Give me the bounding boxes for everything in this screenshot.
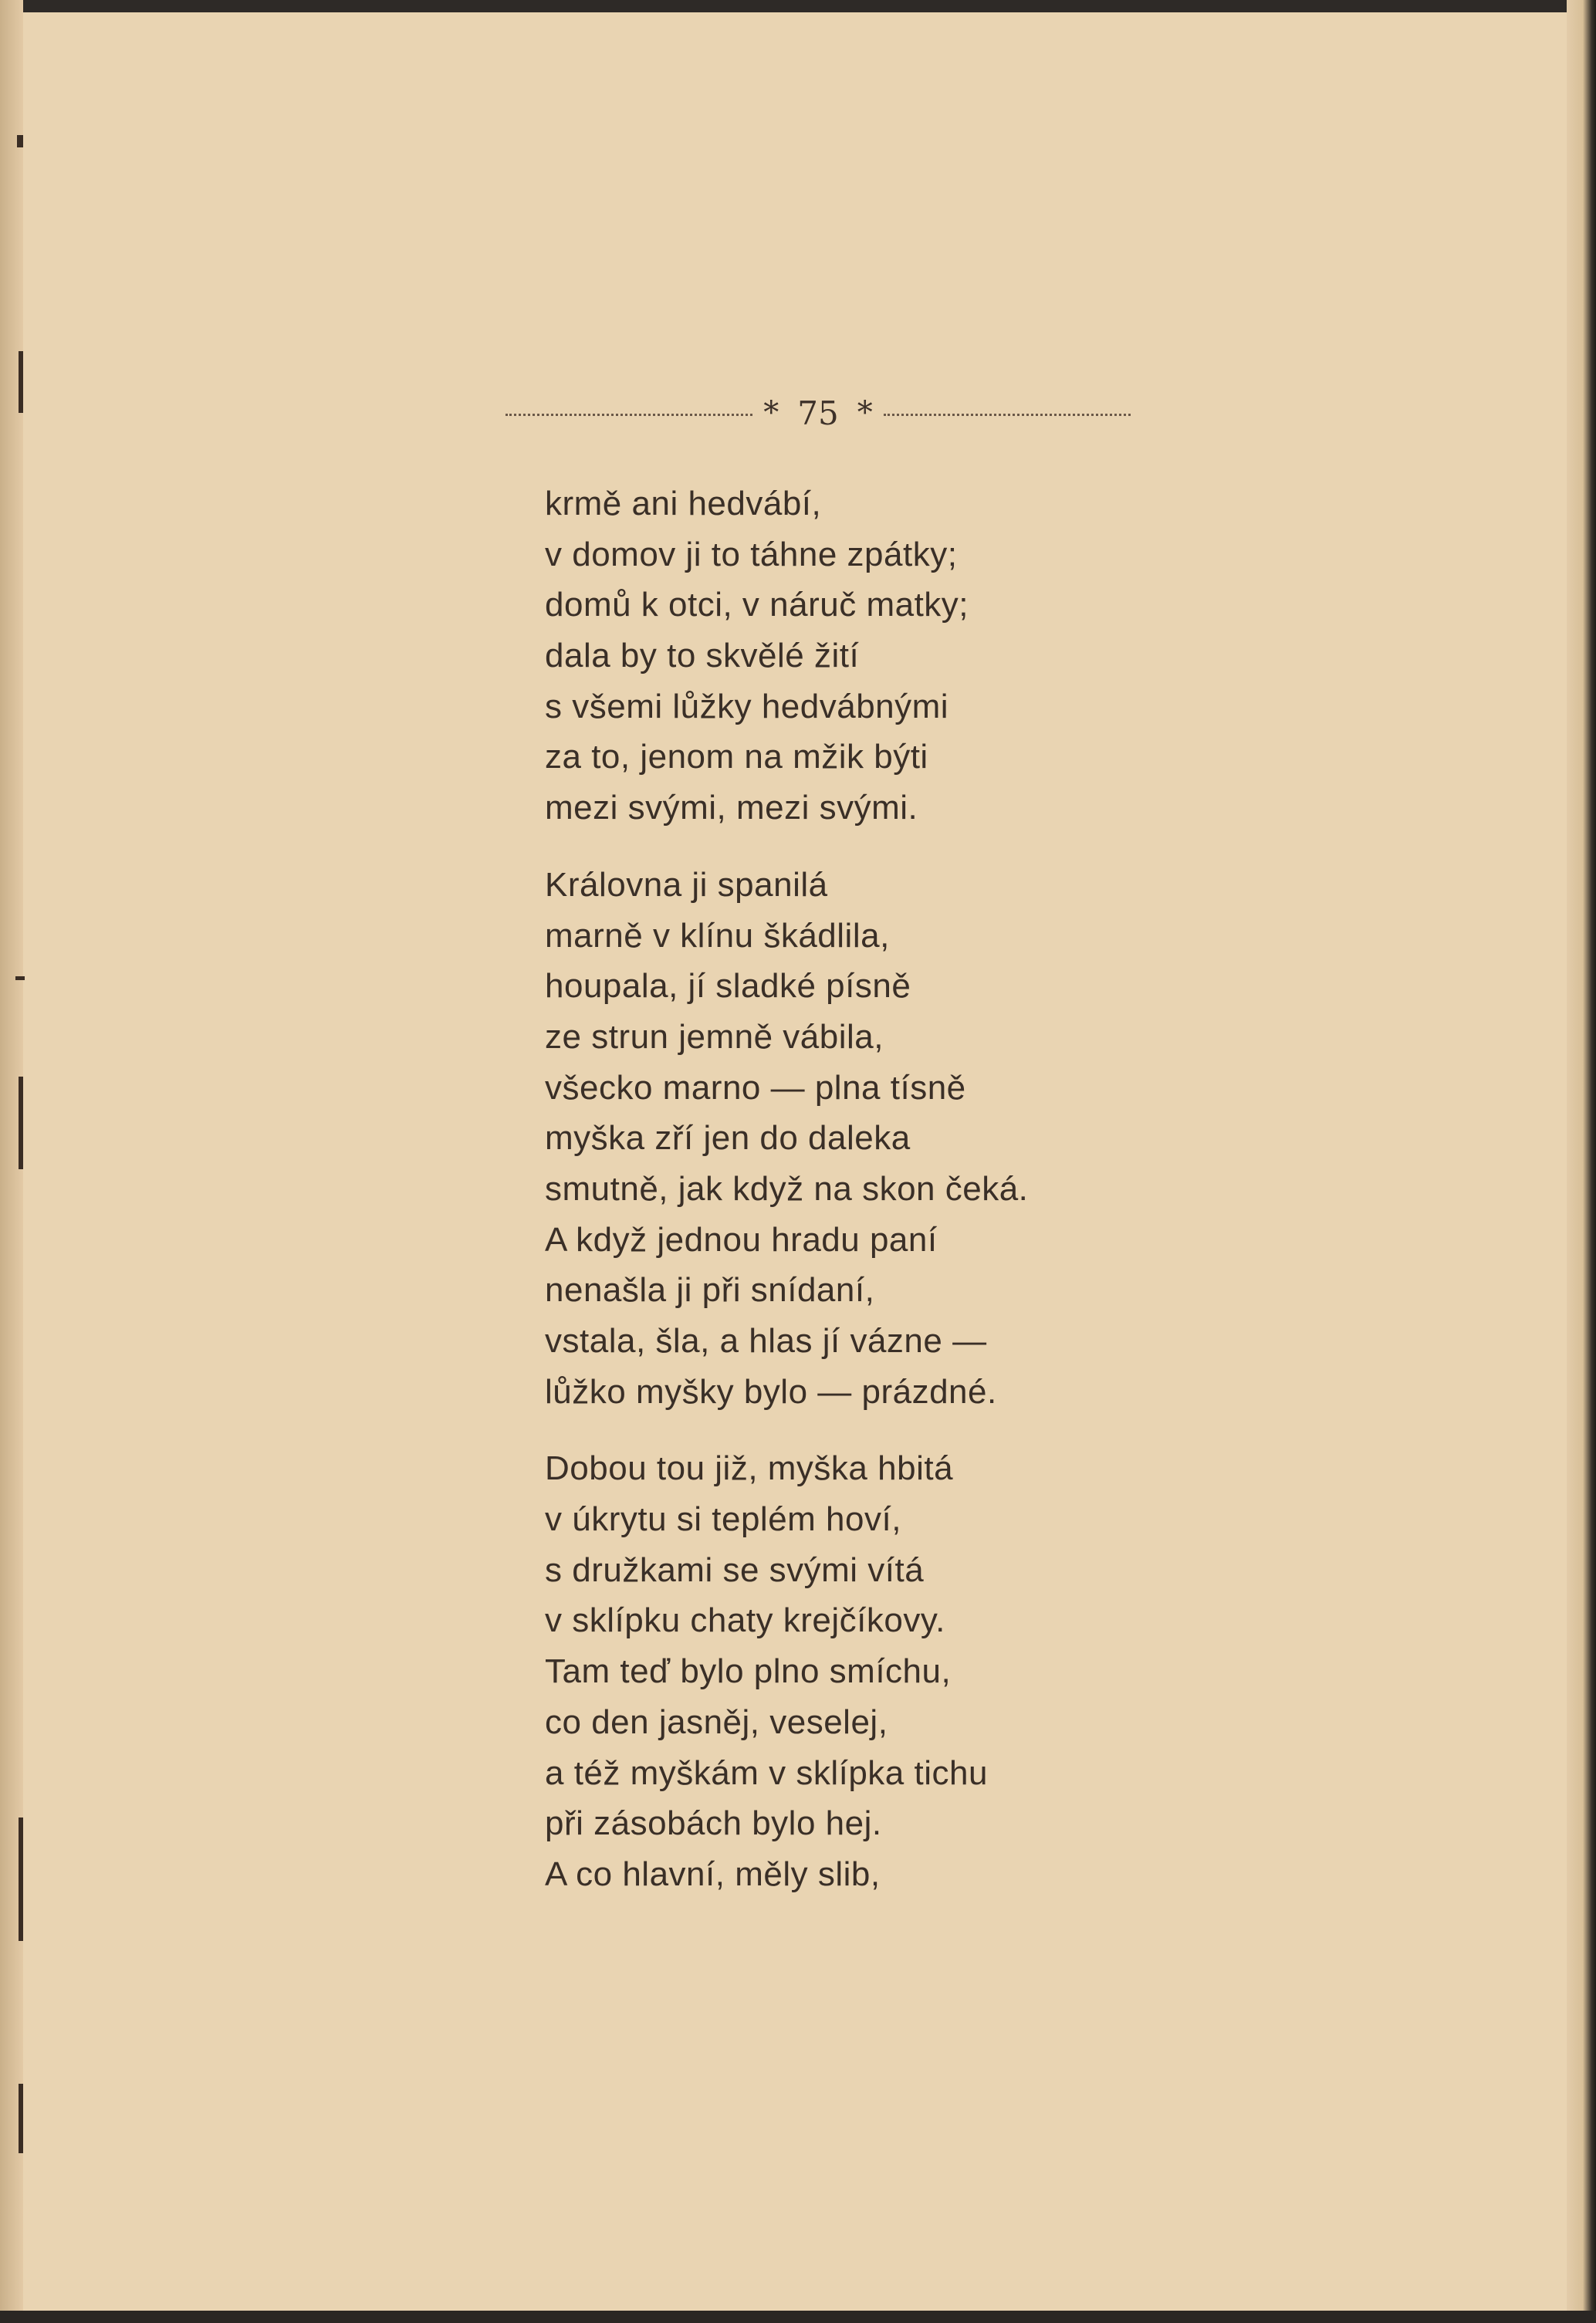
verse-line: A co hlavní, měly slib, xyxy=(545,1855,881,1893)
verse-line: Královna ji spanilá xyxy=(545,865,828,904)
page-right-edge xyxy=(1567,0,1596,2323)
verse-line: a též myškám v sklípka tichu xyxy=(545,1753,988,1792)
stanza xyxy=(545,860,1394,1418)
verse-line: dala by to skvělé žití xyxy=(545,637,860,675)
binding-mark xyxy=(19,2084,23,2153)
page-number: 75 xyxy=(797,394,839,432)
verse-line: co den jasněj, veselej, xyxy=(545,1703,888,1741)
asterisk-ornament-right: * xyxy=(857,395,873,431)
asterisk-ornament-left: * xyxy=(763,395,779,431)
verse-line: v domov ji to táhne zpátky; xyxy=(545,535,958,573)
verse-line: vstala, šla, a hlas jí vázne — xyxy=(545,1322,987,1360)
page-top-edge xyxy=(0,0,1596,12)
verse-line: smutně, jak když na skon čeká. xyxy=(545,1169,1029,1208)
header-dotted-rule-right xyxy=(884,414,1131,416)
verse-line: domů k otci, v náruč matky; xyxy=(545,586,969,624)
binding-mark xyxy=(15,976,25,980)
verse-line: houpala, jí sladké písně xyxy=(545,967,911,1006)
binding-mark xyxy=(19,351,23,413)
verse-line: mezi svými, mezi svými. xyxy=(545,789,918,827)
binding-mark xyxy=(19,1817,23,1941)
verse-line: s družkami se svými vítá xyxy=(545,1550,925,1589)
stanza xyxy=(545,478,1394,834)
verse-line: marně v klínu škádlila, xyxy=(545,916,890,955)
verse-line: ze strun jemně vábila, xyxy=(545,1017,884,1056)
verse-line: krmě ani hedvábí, xyxy=(545,485,822,522)
header-dotted-rule-left xyxy=(506,414,752,416)
verse-line: A když jednou hradu paní xyxy=(545,1220,938,1259)
verse-line: všecko marno — plna tísně xyxy=(545,1068,966,1107)
verse-line: v sklípku chaty krejčíkovy. xyxy=(545,1601,945,1640)
verse-line: myška zří jen do daleka xyxy=(545,1119,911,1158)
verse-line: s všemi lůžky hedvábnými xyxy=(545,687,949,725)
verse-line: za to, jenom na mžik býti xyxy=(545,738,928,776)
binding-mark xyxy=(19,1077,23,1169)
verse-line: Tam teď bylo plno smíchu, xyxy=(545,1652,952,1691)
verse-line: při zásobách bylo hej. xyxy=(545,1804,882,1843)
verse-line: v úkrytu si teplém hoví, xyxy=(545,1500,901,1539)
stanza xyxy=(545,1443,1394,1899)
verse-line: nenašla ji při snídaní, xyxy=(545,1271,875,1310)
page-bottom-edge xyxy=(0,2311,1596,2323)
verse-line: Dobou tou již, myška hbitá xyxy=(545,1449,954,1488)
binding-mark xyxy=(17,135,23,147)
verse-line: lůžko myšky bylo — prázdné. xyxy=(545,1372,997,1411)
running-header xyxy=(506,390,1131,436)
poem-text xyxy=(545,478,1394,1926)
